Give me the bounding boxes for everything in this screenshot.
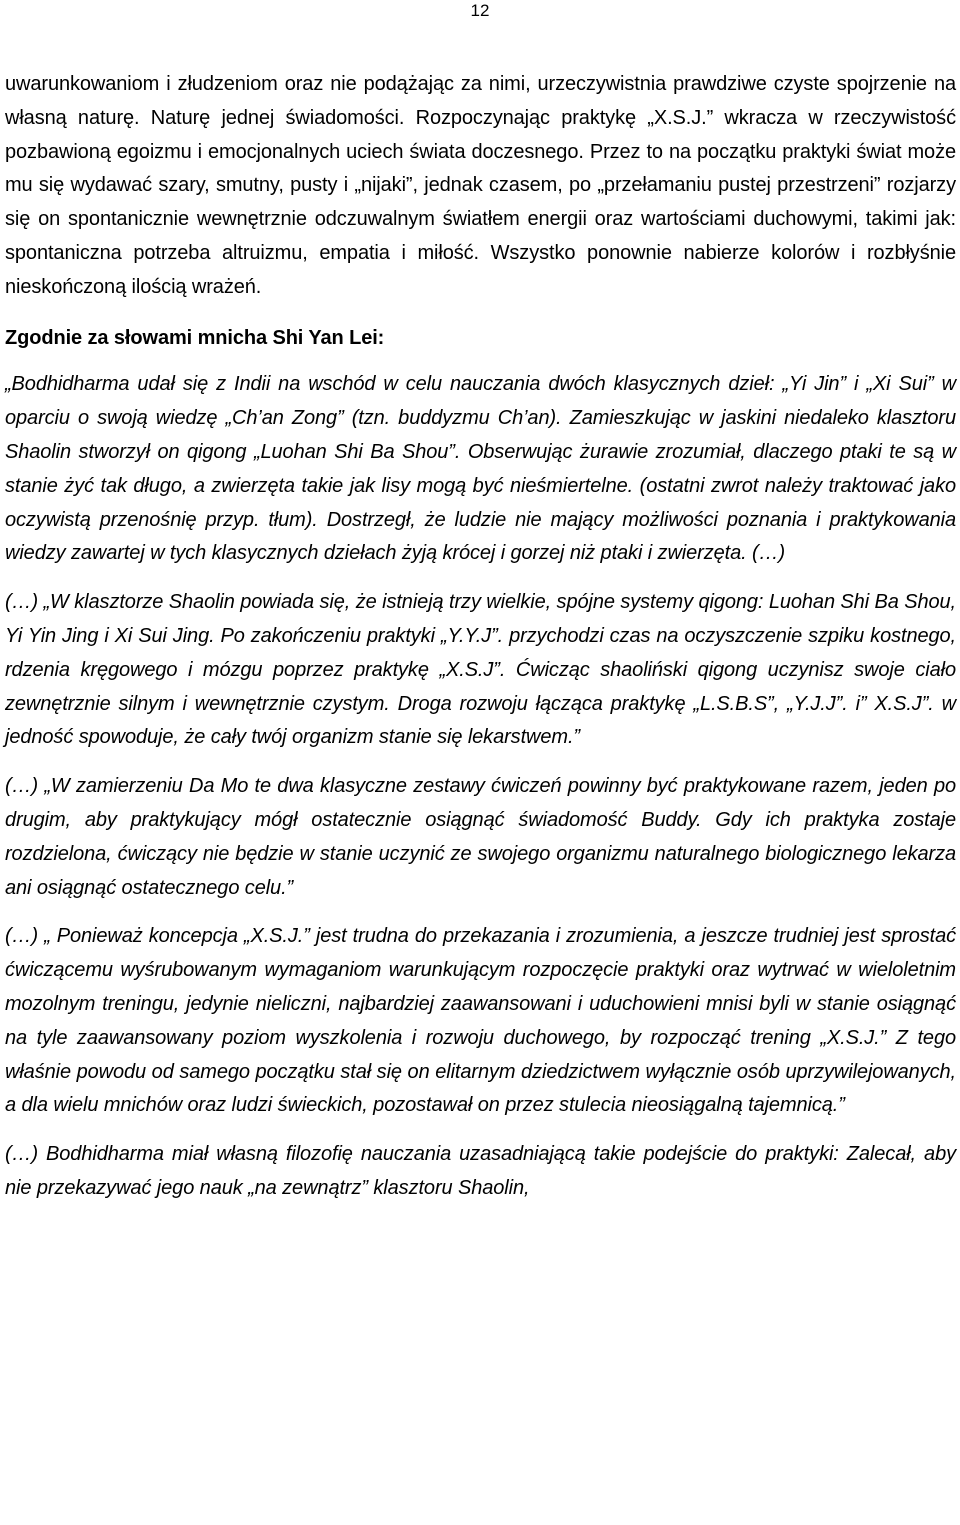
section-heading: Zgodnie za słowami mnicha Shi Yan Lei: bbox=[5, 326, 385, 349]
quote-paragraph-da-mo: (…) „W zamierzeniu Da Mo te dwa klasyczne zestawy ćwiczeń powinny być praktykowane razem, jeden po drugim, aby praktykujący mógł ostatecznie osiągnąć świadomość Buddy. Gdy ich praktyka zostaje rozdzielona, ćwiczący nie będzie w stanie uczynić ze swojego organizmu naturalnego biologicznego lekarza ani osiągnąć ostatecznego celu.” bbox=[5, 775, 956, 899]
quote-paragraph-xsj-concept: (…) „ Ponieważ koncepcja „X.S.J.” jest trudna do przekazania i zrozumienia, a jeszcze trudniej jest sprostać ćwiczącemu wyśrubowanym wymaganiom warunkującym rozpoczęcie praktyki oraz wytrwać w wieloletnim mozolnym treningu, jedynie nieliczni, najbardziej zaawansowani i uduchowieni mnisi byli w stanie osiągnąć na tyle zaawansowany poziom wyszkolenia i rozwoju duchowego, by rozpocząć trening „X.S.J.” Z tego właśnie powodu od samego początku stał się on elitarnym dziedzictwem wyłącznie osób uprzywilejowanych, a dla wielu mnichów oraz ludzi świeckich, pozostawał on przez stulecia nieosiągalną tajemnicą.” bbox=[5, 925, 956, 1117]
page-number: 12 bbox=[470, 1, 490, 20]
paragraph-intro: uwarunkowaniom i złudzeniom oraz nie podążając za nimi, urzeczywistnia prawdziwe czyste spojrzenie na własną naturę. Naturę jednej świadomości. Rozpoczynając praktykę „X.S.J.” wkracza w rzeczywistość pozbawioną egoizmu i emocjonalnych uciech świata doczesnego. Przez to na początku praktyki świat może mu się wydawać szary, smutny, pusty i „nijaki”, jednak czasem, po „przełamaniu pustej przestrzeni” rozjarzy się on spontanicznie wewnętrznie odczuwalnym światłem energii oraz wartościami duchowymi, takimi jak: spontaniczna potrzeba altruizmu, empatia i miłość. Wszystko ponownie nabierze kolorów i rozbłyśnie nieskończoną ilością wrażeń. bbox=[5, 73, 956, 298]
quote-paragraph-shaolin-systems: (…) „W klasztorze Shaolin powiada się, że istnieją trzy wielkie, spójne systemy qigong: Luohan Shi Ba Shou, Yi Yin Jing i Xi Sui Jing. Po zakończeniu praktyki „Y.Y.J”. przychodzi czas na oczyszczenie szpiku kostnego, rdzenia kręgowego i mózgu poprzez praktykę „X.S.J”. Ćwicząc shaoliński qigong uczynisz swoje ciało zewnętrznie silnym i wewnętrznie czystym. Droga rozwoju łącząca praktykę „L.S.B.S”, „Y.J.J”. i” X.S.J”. w jedność spowoduje, że cały twój organizm stanie się lekarstwem.” bbox=[5, 591, 956, 749]
quote-paragraph-philosophy: (…) Bodhidharma miał własną filozofię nauczania uzasadniającą takie podejście do praktyki: Zalecał, aby nie przekazywać jego nauk „na zewnątrz” klasztoru Shaolin, bbox=[5, 1143, 956, 1199]
document-body bbox=[5, 68, 956, 1206]
quote-paragraph-bodhidharma: „Bodhidharma udał się z Indii na wschód w celu nauczania dwóch klasycznych dzieł: „Yi Jin” i „Xi Sui” w oparciu o swoją wiedzę „Ch’an Zong” (tzn. buddyzmu Ch’an). Zamieszkując w jaskini niedaleko klasztoru Shaolin stworzył on qigong „Luohan Shi Ba Shou”. Obserwując żurawie zrozumiał, dlaczego ptaki te są w stanie żyć tak długo, a zwierzęta takie jak lisy mogą być nieśmiertelne. (ostatni zwrot należy traktować jako oczywistą przenośnię przyp. tłum). Dostrzegł, że ludzie nie mający możliwości poznania i praktykowania wiedzy zawartej w tych klasycznych dziełach żyją krócej i gorzej niż ptaki i zwierzęta. (…) bbox=[5, 373, 956, 565]
